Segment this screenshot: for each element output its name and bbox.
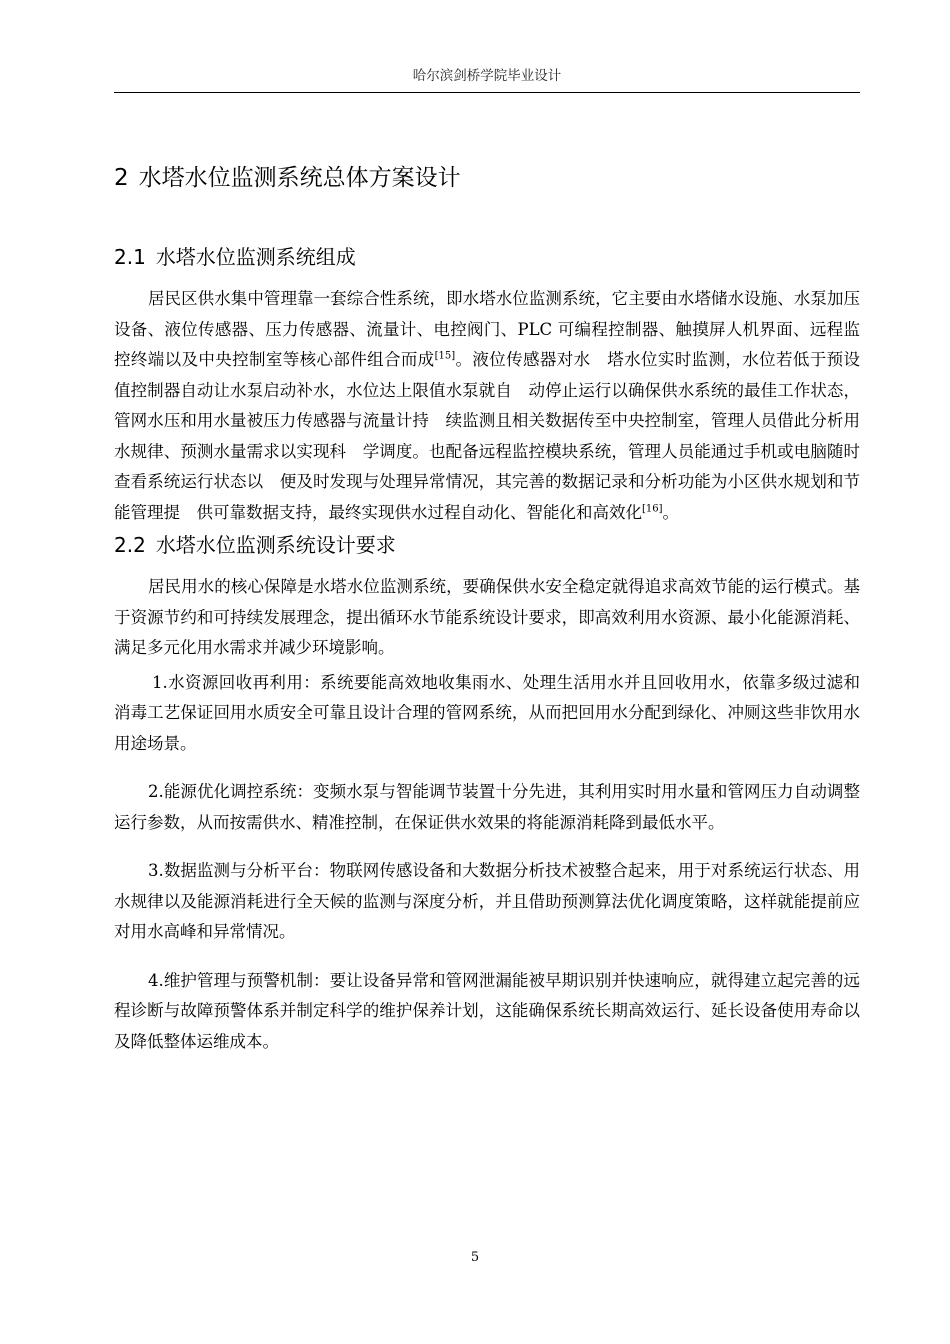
requirement-item-4: 4.维护管理与预警机制：要让设备异常和管网泄漏能被早期识别并快速响应，就得建立起完善的远程诊断与故障预警体系并制定科学的维护保养计划，这能确保系统长期高效运行、延长设备使用寿命以及降低整体运维成本。 (114, 970, 860, 1051)
section-2-2-intro: 居民用水的核心保障是水塔水位监测系统，要确保供水安全稳定就得追求高效节能的运行模式。基于资源节约和可持续发展理念，提出循环水节能系统设计要求，即高效利用水资源、最小化能源消耗、满足多元化用水需求并减少环境影响。 (114, 577, 860, 657)
citation-16: [16] (642, 503, 663, 514)
section-number: 2.2 (114, 533, 146, 557)
page-footer (0, 1250, 950, 1265)
section-number: 2.1 (114, 245, 146, 269)
header-title: 哈尔滨剑桥学院毕业设计 (412, 68, 562, 84)
chapter-heading (114, 150, 860, 206)
paragraph-text: 。 (662, 502, 680, 522)
page-header (114, 64, 860, 93)
citation-15: [15] (434, 350, 456, 362)
requirement-item-3: 3.数据监测与分析平台：物联网传感设备和大数据分析技术被整合起来，用于对系统运行状态、用水规律以及能源消耗进行全天候的监测与深度分析，并且借助预测算法优化调度策略，这样就能提前应对用水高峰和异常情况。 (114, 861, 860, 941)
section-title: 水塔水位监测系统设计要求 (155, 533, 396, 557)
paragraph-text: 居民区供水集中管理靠一套综合性系统，即水塔水位监测系统，它主要由水塔储水设施、水泵加压设备、液位传感器、压力传感器、流量计、电控阀门、PLC 可编程控制器、触摸屏人机界面、远程监控终端以及中央控制室等核心部件组合而成 (114, 289, 860, 369)
section-heading-2-2 (114, 530, 860, 560)
section-title: 水塔水位监测系统组成 (155, 245, 356, 269)
paragraph-text: 。液位传感器对水 塔水位实时监测，水位若低于预设值控制器自动让水泵启动补水，水位达上限值水泵就自 动停止运行以确保供水系统的最佳工作状态，管网水压和用水量被压力传感器与流量计持 续监测且相关数据传至中央控制室，管理人员借此分析用水规律、预测水量需求以实现科 学调度。也配备远程监控模块系统，管理人员能通过手机或电脑随时查看系统运行状态以 便及时发现与处理异常情况，其完善的数据记录和分析功能为小区供水规划和节能管理提 供可靠数据支持，最终实现供水过程自动化、智能化和高效化 (114, 350, 861, 522)
page-content (114, 150, 860, 1075)
section-heading-2-1 (114, 242, 860, 272)
chapter-number: 2 (114, 165, 129, 191)
requirement-item-1: 1.水资源回收再利用：系统要能高效地收集雨水、处理生活用水并且回收用水，依靠多级过滤和消毒工艺保证回用水质安全可靠且设计合理的管网系统，从而把回用水分配到绿化、冲厕这些非饮用水用途场景。 (114, 672, 860, 753)
page-number: 5 (470, 1250, 480, 1265)
chapter-title: 水塔水位监测系统总体方案设计 (138, 165, 461, 191)
section-2-1-paragraph (114, 284, 860, 528)
requirement-item-2: 2.能源优化调控系统：变频水泵与智能调节装置十分先进，其利用实时用水量和管网压力自动调整运行参数，从而按需供水、精准控制，在保证供水效果的将能源消耗降到最低水平。 (114, 782, 860, 832)
